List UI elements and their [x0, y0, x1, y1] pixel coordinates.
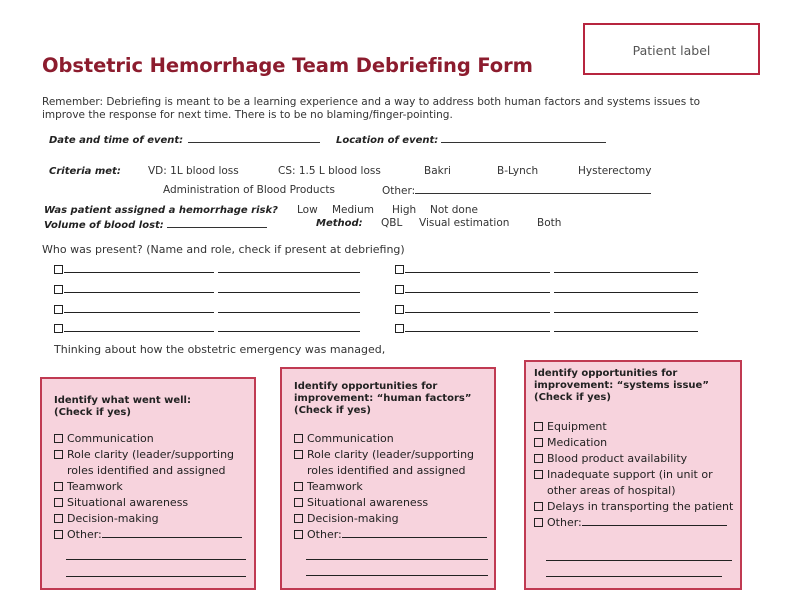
- checkbox[interactable]: [54, 450, 63, 459]
- checkbox[interactable]: [534, 438, 543, 447]
- human-factors-title: Identify opportunities for improvement: “human factors” (Check if yes): [294, 381, 472, 416]
- criteria-other-option[interactable]: [382, 184, 651, 197]
- who-present-label: Who was present? (Name and role, check if present at debriefing): [42, 243, 405, 256]
- event-location-blank[interactable]: [441, 133, 606, 143]
- other-blank[interactable]: [102, 527, 242, 538]
- attendee-name-blank[interactable]: [64, 263, 214, 273]
- attendee-role-blank[interactable]: [218, 263, 360, 273]
- criteria-blood-products-option[interactable]: Administration of Blood Products: [163, 184, 335, 196]
- checkbox[interactable]: [294, 482, 303, 491]
- attendee-name-blank[interactable]: [405, 263, 550, 273]
- attendee-role-blank[interactable]: [218, 283, 360, 293]
- criteria-bakri-option[interactable]: Bakri: [424, 165, 451, 177]
- went-well-box: [40, 377, 256, 590]
- checkbox[interactable]: [534, 502, 543, 511]
- other-blank[interactable]: [582, 515, 727, 526]
- attendee-role-blank[interactable]: [218, 303, 360, 313]
- checkbox[interactable]: [294, 450, 303, 459]
- criteria-blynch-option[interactable]: B-Lynch: [497, 165, 539, 177]
- other-extra-line[interactable]: [546, 560, 732, 561]
- other-extra-line[interactable]: [66, 559, 246, 560]
- checkbox[interactable]: [54, 482, 63, 491]
- attendee-checkbox[interactable]: [54, 285, 63, 294]
- list-item[interactable]: Equipment: [534, 419, 734, 435]
- attendee-name-blank[interactable]: [64, 303, 214, 313]
- attendee-name-blank[interactable]: [405, 283, 550, 293]
- checkbox[interactable]: [54, 434, 63, 443]
- list-item[interactable]: Other:: [534, 515, 734, 531]
- checkbox[interactable]: [534, 518, 543, 527]
- method-both-option[interactable]: Both: [537, 217, 562, 229]
- checkbox[interactable]: [54, 530, 63, 539]
- list-item[interactable]: Situational awareness: [54, 495, 254, 511]
- attendee-row: [395, 263, 698, 276]
- attendee-row: [54, 263, 360, 276]
- list-item[interactable]: Blood product availability: [534, 451, 734, 467]
- attendee-row: [54, 283, 360, 296]
- checkbox[interactable]: [294, 434, 303, 443]
- systems-issue-box: [524, 360, 742, 590]
- attendee-checkbox[interactable]: [54, 265, 63, 274]
- patient-label-text: Patient label: [632, 43, 711, 58]
- intro-text: Remember: Debriefing is meant to be a learning experience and a way to address both human factors and systems issues to improve the response for next time. There is to be no blaming/finger-pointing.: [42, 96, 701, 121]
- list-item[interactable]: Role clarity (leader/supporting roles identified and assigned: [294, 447, 494, 479]
- other-extra-line[interactable]: [66, 576, 246, 577]
- criteria-label: Criteria met:: [49, 166, 121, 177]
- list-item[interactable]: Decision-making: [54, 511, 254, 527]
- list-item[interactable]: Communication: [294, 431, 494, 447]
- other-extra-line[interactable]: [306, 575, 488, 576]
- event-date-field: [49, 133, 320, 146]
- attendee-name-blank[interactable]: [405, 303, 550, 313]
- risk-not-done-option[interactable]: Not done: [430, 204, 478, 216]
- form-title: Obstetric Hemorrhage Team Debriefing Form: [42, 54, 533, 77]
- checkbox[interactable]: [54, 514, 63, 523]
- list-item[interactable]: Decision-making: [294, 511, 494, 527]
- attendee-checkbox[interactable]: [395, 265, 404, 274]
- criteria-cs-option[interactable]: CS: 1.5 L blood loss: [278, 165, 381, 177]
- risk-label: Was patient assigned a hemorrhage risk?: [44, 205, 278, 216]
- human-factors-box: [280, 367, 496, 590]
- attendee-role-blank[interactable]: [554, 303, 698, 313]
- criteria-other-label: Other:: [382, 185, 416, 197]
- volume-field: [44, 218, 267, 231]
- attendee-checkbox[interactable]: [395, 324, 404, 333]
- list-item[interactable]: Role clarity (leader/supporting roles identified and assigned: [54, 447, 254, 479]
- attendee-role-blank[interactable]: [554, 283, 698, 293]
- attendee-name-blank[interactable]: [64, 283, 214, 293]
- list-item[interactable]: Other:: [294, 527, 494, 543]
- attendee-row: [395, 322, 698, 335]
- attendee-checkbox[interactable]: [395, 285, 404, 294]
- attendee-role-blank[interactable]: [554, 263, 698, 273]
- list-item[interactable]: Inadequate support (in unit or other areas of hospital): [534, 467, 734, 499]
- list-item[interactable]: Medication: [534, 435, 734, 451]
- list-item[interactable]: Communication: [54, 431, 254, 447]
- checkbox[interactable]: [294, 514, 303, 523]
- method-qbl-option[interactable]: QBL: [381, 217, 403, 229]
- criteria-vd-option[interactable]: VD: 1L blood loss: [148, 165, 239, 177]
- systems-issue-title: Identify opportunities for improvement: “systems issue” (Check if yes): [534, 368, 709, 403]
- criteria-other-blank[interactable]: [415, 184, 651, 194]
- attendee-role-blank[interactable]: [554, 322, 698, 332]
- checkbox[interactable]: [294, 498, 303, 507]
- list-item[interactable]: Situational awareness: [294, 495, 494, 511]
- attendee-row: [395, 283, 698, 296]
- checkbox[interactable]: [534, 422, 543, 431]
- attendee-row: [54, 322, 360, 335]
- human-factors-list: [294, 431, 494, 543]
- checkbox[interactable]: [534, 454, 543, 463]
- other-blank[interactable]: [342, 527, 487, 538]
- list-item[interactable]: Delays in transporting the patient: [534, 499, 734, 515]
- list-item[interactable]: Teamwork: [54, 479, 254, 495]
- risk-high-option[interactable]: High: [392, 204, 417, 216]
- event-date-blank[interactable]: [188, 133, 320, 143]
- attendee-row: [395, 303, 698, 316]
- risk-low-option[interactable]: Low: [297, 204, 318, 216]
- went-well-list: [54, 431, 254, 543]
- method-visual-option[interactable]: Visual estimation: [419, 217, 510, 229]
- attendee-checkbox[interactable]: [54, 305, 63, 314]
- event-date-label: Date and time of event:: [49, 135, 184, 146]
- criteria-hysterectomy-option[interactable]: Hysterectomy: [578, 165, 652, 177]
- list-item[interactable]: Other:: [54, 527, 254, 543]
- patient-label-box: [583, 23, 760, 75]
- attendee-name-blank[interactable]: [64, 322, 214, 332]
- went-well-title: Identify what went well: (Check if yes): [54, 395, 191, 418]
- checkbox[interactable]: [294, 530, 303, 539]
- attendee-role-blank[interactable]: [218, 322, 360, 332]
- attendee-name-blank[interactable]: [405, 322, 550, 332]
- risk-medium-option[interactable]: Medium: [332, 204, 374, 216]
- checkbox[interactable]: [534, 470, 543, 479]
- systems-issue-list: [534, 419, 734, 531]
- volume-label: Volume of blood lost:: [44, 220, 164, 231]
- method-label: Method:: [316, 218, 363, 229]
- attendee-row: [54, 303, 360, 316]
- event-location-field: [336, 133, 606, 146]
- other-extra-line[interactable]: [306, 559, 488, 560]
- volume-blank[interactable]: [167, 218, 267, 228]
- attendee-checkbox[interactable]: [395, 305, 404, 314]
- other-extra-line[interactable]: [546, 576, 722, 577]
- checkbox[interactable]: [54, 498, 63, 507]
- list-item[interactable]: Teamwork: [294, 479, 494, 495]
- attendee-checkbox[interactable]: [54, 324, 63, 333]
- thinking-text: Thinking about how the obstetric emergency was managed,: [54, 343, 386, 356]
- event-location-label: Location of event:: [336, 135, 439, 146]
